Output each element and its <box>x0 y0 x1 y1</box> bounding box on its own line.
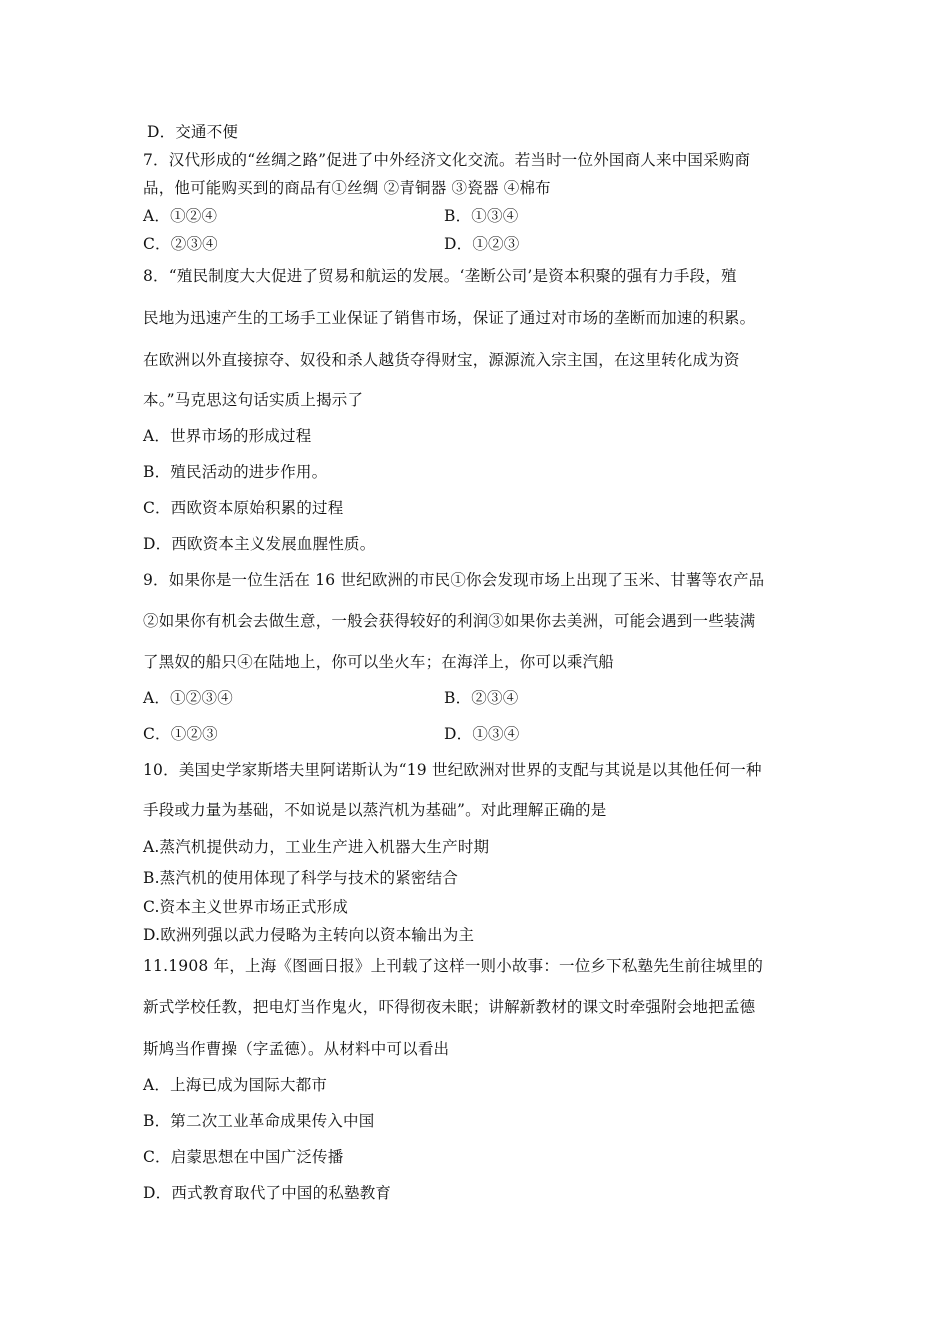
q10-stem-line2: 手段或力量为基础，不如说是以蒸汽机为基础”。对此理解正确的是 <box>143 801 607 819</box>
q8-option-d: D．西欧资本主义发展血腥性质。 <box>143 535 376 553</box>
q10-option-b: B.蒸汽机的使用体现了科学与技术的紧密结合 <box>143 869 459 887</box>
q11-option-b: B．第二次工业革命成果传入中国 <box>143 1112 375 1130</box>
q9-option-a: A．①②③④ <box>143 689 233 707</box>
q8-stem-line2: 民地为迅速产生的工场手工业保证了销售市场，保证了通过对市场的垄断而加速的积累。 <box>143 309 756 327</box>
q11-stem-line1: 11.1908 年，上海《图画日报》上刊载了这样一则小故事：一位乡下私塾先生前往城里的 <box>143 957 764 975</box>
q7-stem-line1: 7．汉代形成的“丝绸之路”促进了中外经济文化交流。若当时一位外国商人来中国采购商 <box>143 151 751 169</box>
q11-stem-line3: 斯鸠当作曹操（字孟德）。从材料中可以看出 <box>143 1040 450 1058</box>
q8-option-c: C．西欧资本原始积累的过程 <box>143 499 344 517</box>
q9-option-b: B．②③④ <box>444 689 519 707</box>
q9-stem-line3: 了黑奴的船只④在陆地上，你可以坐火车；在海洋上，你可以乘汽船 <box>143 653 615 671</box>
q8-stem-line4: 本。”马克思这句话实质上揭示了 <box>143 391 364 409</box>
q8-option-a: A．世界市场的形成过程 <box>143 427 312 445</box>
q7-option-b: B．①③④ <box>444 207 519 225</box>
q8-stem-line1: 8．“殖民制度大大促进了贸易和航运的发展。‘垄断公司’是资本积聚的强有力手段，殖 <box>143 267 737 285</box>
q9-option-d: D．①③④ <box>444 725 520 743</box>
q9-stem-line1: 9．如果你是一位生活在 16 世纪欧洲的市民①你会发现市场上出现了玉米、甘薯等农产品 <box>143 571 765 589</box>
q11-option-d: D．西式教育取代了中国的私塾教育 <box>143 1184 392 1202</box>
q11-option-c: C．启蒙思想在中国广泛传播 <box>143 1148 344 1166</box>
q9-option-c: C．①②③ <box>143 725 218 743</box>
q10-option-a: A.蒸汽机提供动力，工业生产进入机器大生产时期 <box>143 838 490 856</box>
q10-stem-line1: 10．美国史学家斯塔夫里阿诺斯认为“19 世纪欧洲对世界的支配与其说是以其他任何一种 <box>143 761 762 779</box>
q11-stem-line2: 新式学校任教，把电灯当作鬼火，吓得彻夜未眠；讲解新教材的课文时牵强附会地把孟德 <box>143 998 756 1016</box>
q8-stem-line3: 在欧洲以外直接掠夺、奴役和杀人越货夺得财宝，源源流入宗主国，在这里转化成为资 <box>143 351 740 369</box>
q7-option-a: A．①②④ <box>143 207 218 225</box>
q10-option-d: D.欧洲列强以武力侵略为主转向以资本输出为主 <box>143 926 475 944</box>
q6-option-d: D．交通不便 <box>147 123 239 141</box>
q7-option-d: D．①②③ <box>444 235 520 253</box>
q11-option-a: A．上海已成为国际大都市 <box>143 1076 328 1094</box>
q7-option-c: C．②③④ <box>143 235 218 253</box>
q8-option-b: B．殖民活动的进步作用。 <box>143 463 328 481</box>
q9-stem-line2: ②如果你有机会去做生意，一般会获得较好的利润③如果你去美洲，可能会遇到一些装满 <box>143 612 756 630</box>
q10-option-c: C.资本主义世界市场正式形成 <box>143 898 349 916</box>
q7-stem-line2: 品，他可能购买到的商品有①丝绸 ②青铜器 ③瓷器 ④棉布 <box>143 179 551 197</box>
